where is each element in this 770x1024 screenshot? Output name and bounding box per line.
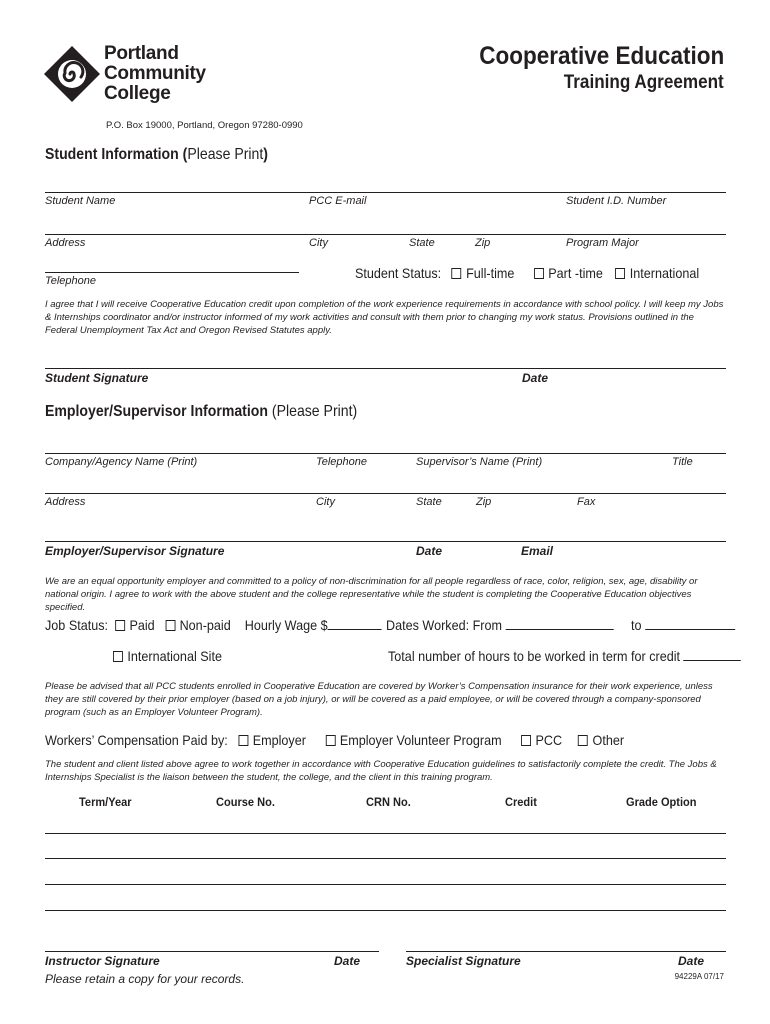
supervisor-title-label: Title: [672, 456, 693, 468]
student-name-label: Student Name: [45, 195, 116, 207]
specialist-signature-label: Specialist Signature: [406, 954, 521, 968]
form-subtitle: Training Agreement: [564, 72, 724, 93]
employer-row2-line[interactable]: [45, 493, 726, 494]
status-parttime-option[interactable]: Part -time: [534, 265, 603, 281]
instructor-signature-line[interactable]: [45, 951, 379, 952]
eeo-statement: We are an equal opportunity employer and committed to a policy of non-discrimination for all people regardless of race, color, religion, sex, age, disability or national origin. I agree to work with the above student and the college representative while the student is completing the Cooperative Education objectives specified.: [45, 576, 698, 613]
table-header-crn: CRN No.: [366, 795, 411, 809]
college-address: P.O. Box 19000, Portland, Oregon 97280-0990: [106, 120, 303, 131]
specialist-date-label: Date: [678, 954, 705, 968]
retain-copy-note: Please retain a copy for your records.: [45, 972, 245, 986]
checkbox-icon[interactable]: [238, 735, 248, 746]
job-status-label: Job Status:: [45, 617, 109, 633]
table-header-course: Course No.: [216, 795, 275, 809]
student-signature-label: Student Signature: [45, 371, 149, 385]
address-label: Address: [45, 237, 86, 249]
employer-email-label: Email: [521, 544, 554, 558]
job-paid-option[interactable]: Paid: [115, 617, 155, 633]
checkbox-icon[interactable]: [521, 735, 531, 746]
checkbox-icon[interactable]: [615, 268, 625, 279]
job-nonpaid-option[interactable]: Non-paid: [165, 617, 231, 633]
checkbox-icon[interactable]: [115, 620, 125, 631]
student-agreement-text: I agree that I will receive Cooperative Education credit upon completion of the work experience requirements in accordance with school policy. I will keep my Jobs & Internships coordinator and/or instructor informed of my work activities and consult with them prior to changing my work status. Provisions outlined in the Federal Unemployment Tax Act and Oregon Revised Statutes apply.: [45, 299, 724, 336]
telephone-label: Telephone: [45, 275, 96, 287]
table-row[interactable]: [45, 858, 726, 859]
table-row[interactable]: [45, 910, 726, 911]
student-row2-line[interactable]: [45, 234, 726, 235]
total-hours-label: Total number of hours to be worked in term for credit: [388, 648, 681, 664]
dates-worked-label: Dates Worked: From: [386, 617, 503, 633]
logo-line-3: College: [104, 83, 171, 104]
comp-volunteer-option[interactable]: Employer Volunteer Program: [325, 732, 501, 748]
employer-fax-label: Fax: [577, 496, 596, 508]
student-row1-line[interactable]: [45, 192, 726, 193]
student-date-label: Date: [522, 371, 549, 385]
status-fulltime-option[interactable]: Full-time: [452, 265, 515, 281]
comp-pcc-option[interactable]: PCC: [521, 732, 562, 748]
table-header-grade: Grade Option: [626, 795, 697, 809]
checkbox-icon[interactable]: [452, 268, 462, 279]
employer-signature-label: Employer/Supervisor Signature: [45, 544, 225, 558]
employer-state-label: State: [416, 496, 442, 508]
comp-employer-option[interactable]: Employer: [238, 732, 306, 748]
pcc-spiral-icon: [44, 46, 100, 102]
logo-line-1: Portland: [104, 43, 179, 64]
date-to-field[interactable]: [645, 617, 735, 630]
checkbox-icon[interactable]: [113, 651, 123, 662]
employer-telephone-label: Telephone: [316, 456, 367, 468]
hourly-wage-label: Hourly Wage $: [244, 617, 328, 633]
company-name-label: Company/Agency Name (Print): [45, 456, 198, 468]
status-international-option[interactable]: International: [615, 265, 699, 281]
employer-zip-label: Zip: [476, 496, 492, 508]
comp-other-option[interactable]: Other: [578, 732, 624, 748]
employer-date-label: Date: [416, 544, 443, 558]
checkbox-icon[interactable]: [534, 268, 544, 279]
international-site-option[interactable]: International Site: [113, 648, 222, 664]
table-header-term: Term/Year: [79, 795, 132, 809]
student-id-label: Student I.D. Number: [566, 195, 667, 207]
program-major-label: Program Major: [566, 237, 639, 249]
workers-comp-label: Workers’ Compensation Paid by:: [45, 732, 228, 748]
checkbox-icon[interactable]: [165, 620, 175, 631]
student-signature-line[interactable]: [45, 368, 726, 369]
job-status-row: [45, 617, 382, 633]
student-status-label: Student Status:: [355, 265, 442, 281]
telephone-line[interactable]: [45, 272, 299, 273]
total-hours-row: [388, 648, 741, 664]
employer-city-label: City: [316, 496, 335, 508]
logo-line-2: Community: [104, 63, 206, 84]
checkbox-icon[interactable]: [578, 735, 588, 746]
table-row[interactable]: [45, 884, 726, 885]
date-from-field[interactable]: [506, 617, 614, 630]
dates-worked-row: [386, 617, 735, 633]
total-hours-field[interactable]: [684, 648, 742, 661]
employer-row1-line[interactable]: [45, 453, 726, 454]
student-status-row: [355, 265, 699, 281]
student-section-heading: Student Information (Please Print): [45, 146, 268, 163]
supervisor-name-label: Supervisor’s Name (Print): [416, 456, 543, 468]
table-header-credit: Credit: [505, 795, 537, 809]
workers-comp-row: [45, 732, 624, 748]
pcc-email-label: PCC E-mail: [309, 195, 367, 207]
zip-label: Zip: [475, 237, 491, 249]
checkbox-icon[interactable]: [325, 735, 335, 746]
liaison-statement: The student and client listed above agree to work together in accordance with Cooperative Education guidelines to satisfactorily complete the credit. The Jobs & Internships Specialist is the liaison between the student, the college, and the client in this training program.: [45, 759, 717, 783]
table-row[interactable]: [45, 833, 726, 834]
specialist-signature-line[interactable]: [406, 951, 726, 952]
city-label: City: [309, 237, 328, 249]
state-label: State: [409, 237, 435, 249]
form-code: 94229A 07/17: [674, 972, 724, 981]
instructor-signature-label: Instructor Signature: [45, 954, 160, 968]
workers-comp-note: Please be advised that all PCC students enrolled in Cooperative Education are covered by Worker’s Compensation insurance for their work experience, unless they are still covered by their prior employer (based on a job injury), or will be covered as a paid employee, or will be covered through a company-sponsored program (such as an Employer Volunteer Program).: [45, 681, 713, 718]
employer-section-heading: Employer/Supervisor Information (Please Print): [45, 403, 358, 420]
employer-address-label: Address: [45, 496, 86, 508]
form-title: Cooperative Education: [478, 42, 724, 70]
date-to-label: to: [631, 617, 642, 633]
instructor-date-label: Date: [334, 954, 361, 968]
employer-signature-line[interactable]: [45, 541, 726, 542]
hourly-wage-field[interactable]: [328, 617, 382, 630]
